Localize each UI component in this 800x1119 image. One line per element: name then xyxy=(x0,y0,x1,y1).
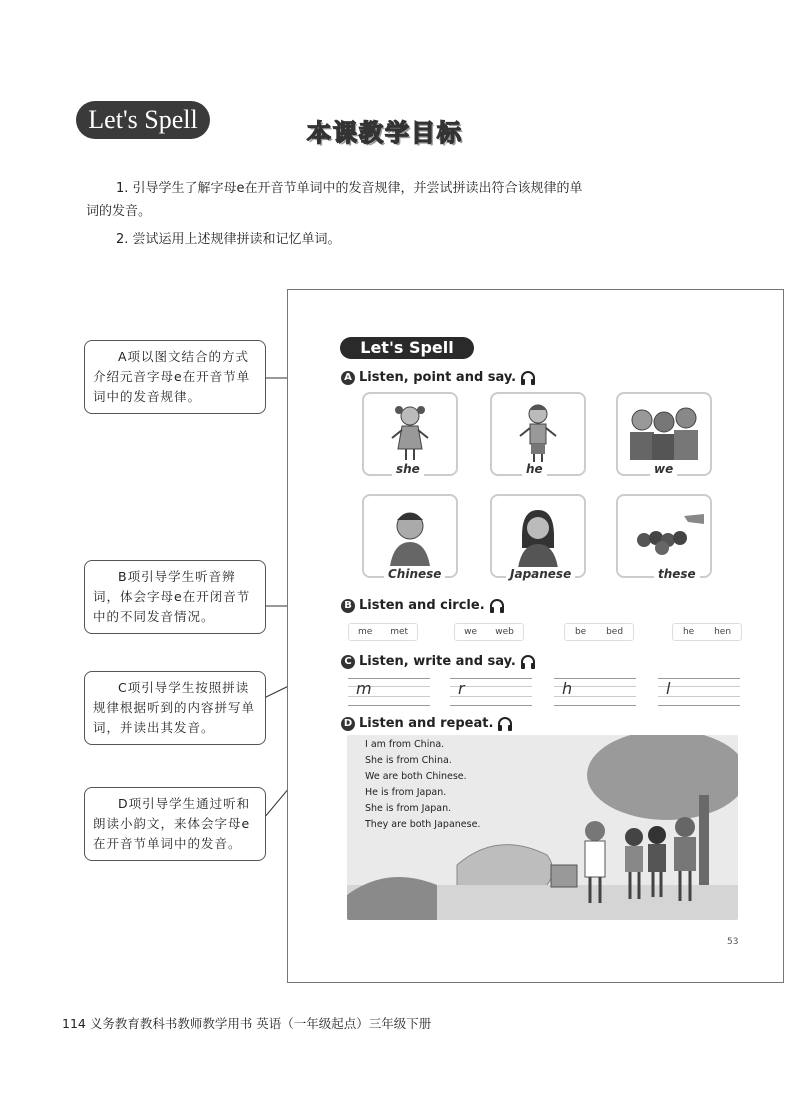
textbook-lets-spell-tab: Let's Spell xyxy=(340,337,474,359)
pair-word: web xyxy=(495,627,514,637)
pair-word: we xyxy=(464,627,478,637)
write-letter: l xyxy=(666,679,671,698)
story-line: He is from Japan. xyxy=(365,787,447,798)
card-japanese xyxy=(490,494,586,578)
callout-c: C项引导学生按照拼读规律根据听到的内容拼写单词，并读出其发音。 xyxy=(84,671,266,745)
card-label-she: she xyxy=(392,462,424,476)
write-line-2 xyxy=(450,678,532,706)
circle-letter-icon: C xyxy=(341,655,355,669)
headphones-icon xyxy=(489,599,505,613)
story-line: She is from China. xyxy=(365,755,452,766)
pair-word: bed xyxy=(606,627,624,637)
card-label-he: he xyxy=(522,462,547,476)
circle-pair-3 xyxy=(564,623,634,641)
textbook-page-number: 53 xyxy=(727,937,739,947)
circle-pair-1 xyxy=(348,623,418,641)
story-line: I am from China. xyxy=(365,739,445,750)
section-b-heading xyxy=(341,598,505,613)
pair-word: hen xyxy=(714,627,732,637)
write-line-4 xyxy=(658,678,740,706)
objective-2: 2. 尝试运用上述规律拼读和记忆单词。 xyxy=(116,232,341,247)
story-illustration xyxy=(347,735,738,920)
story-line: We are both Chinese. xyxy=(365,771,467,782)
lets-spell-tab: Let's Spell xyxy=(76,101,210,139)
objective-1-line-1: 1. 引导学生了解字母e在开音节单词中的发音规律，并尝试拼读出符合该规律的单 xyxy=(116,181,583,196)
apples-illustration-icon xyxy=(618,496,710,576)
write-line-3 xyxy=(554,678,636,706)
pair-word: be xyxy=(574,627,587,637)
write-letter: h xyxy=(562,679,573,698)
callout-b: B项引导学生听音辨词，体会字母e在开闭音节中的不同发音情况。 xyxy=(84,560,266,634)
pair-word: met xyxy=(390,627,409,637)
card-label-chinese: Chinese xyxy=(384,567,445,581)
card-these xyxy=(616,494,712,578)
japanese-girl-illustration-icon xyxy=(492,496,584,576)
section-b-title: Listen and circle. xyxy=(359,598,485,613)
circle-letter-icon: B xyxy=(341,599,355,613)
section-d-title: Listen and repeat. xyxy=(359,716,494,731)
card-chinese xyxy=(362,494,458,578)
section-a-title: Listen, point and say. xyxy=(359,370,517,385)
headphones-icon xyxy=(520,371,536,385)
card-label-these: these xyxy=(654,567,700,581)
circle-pair-2 xyxy=(454,623,524,641)
objective-1-line-2: 词的发音。 xyxy=(86,204,152,219)
callout-d: D项引导学生通过听和朗读小韵文，来体会字母e在开音节单词中的发音。 xyxy=(84,787,266,861)
write-letter: m xyxy=(356,679,372,698)
story-line: They are both Japanese. xyxy=(365,819,481,830)
section-a-heading xyxy=(341,370,536,385)
story-line: She is from Japan. xyxy=(365,803,452,814)
callout-a: A项以图文结合的方式介绍元音字母e在开音节单词中的发音规律。 xyxy=(84,340,266,414)
section-d-heading xyxy=(341,716,513,731)
pair-word: me xyxy=(357,627,373,637)
section-c-title: Listen, write and say. xyxy=(359,654,516,669)
headphones-icon xyxy=(520,655,536,669)
chinese-boy-illustration-icon xyxy=(364,496,456,576)
write-line-1 xyxy=(348,678,430,706)
objectives-title: 本课教学目标 xyxy=(307,119,463,147)
circle-letter-icon: A xyxy=(341,371,355,385)
footer-text: 114 义务教育教科书教师教学用书 英语（一年级起点）三年级下册 xyxy=(62,1016,432,1031)
circle-pair-4 xyxy=(672,623,742,641)
card-label-we: we xyxy=(650,462,677,476)
pair-word: he xyxy=(682,627,695,637)
card-label-japanese: Japanese xyxy=(506,567,575,581)
section-c-heading xyxy=(341,654,536,669)
circle-letter-icon: D xyxy=(341,717,355,731)
write-letter: r xyxy=(458,679,465,698)
headphones-icon xyxy=(497,717,513,731)
